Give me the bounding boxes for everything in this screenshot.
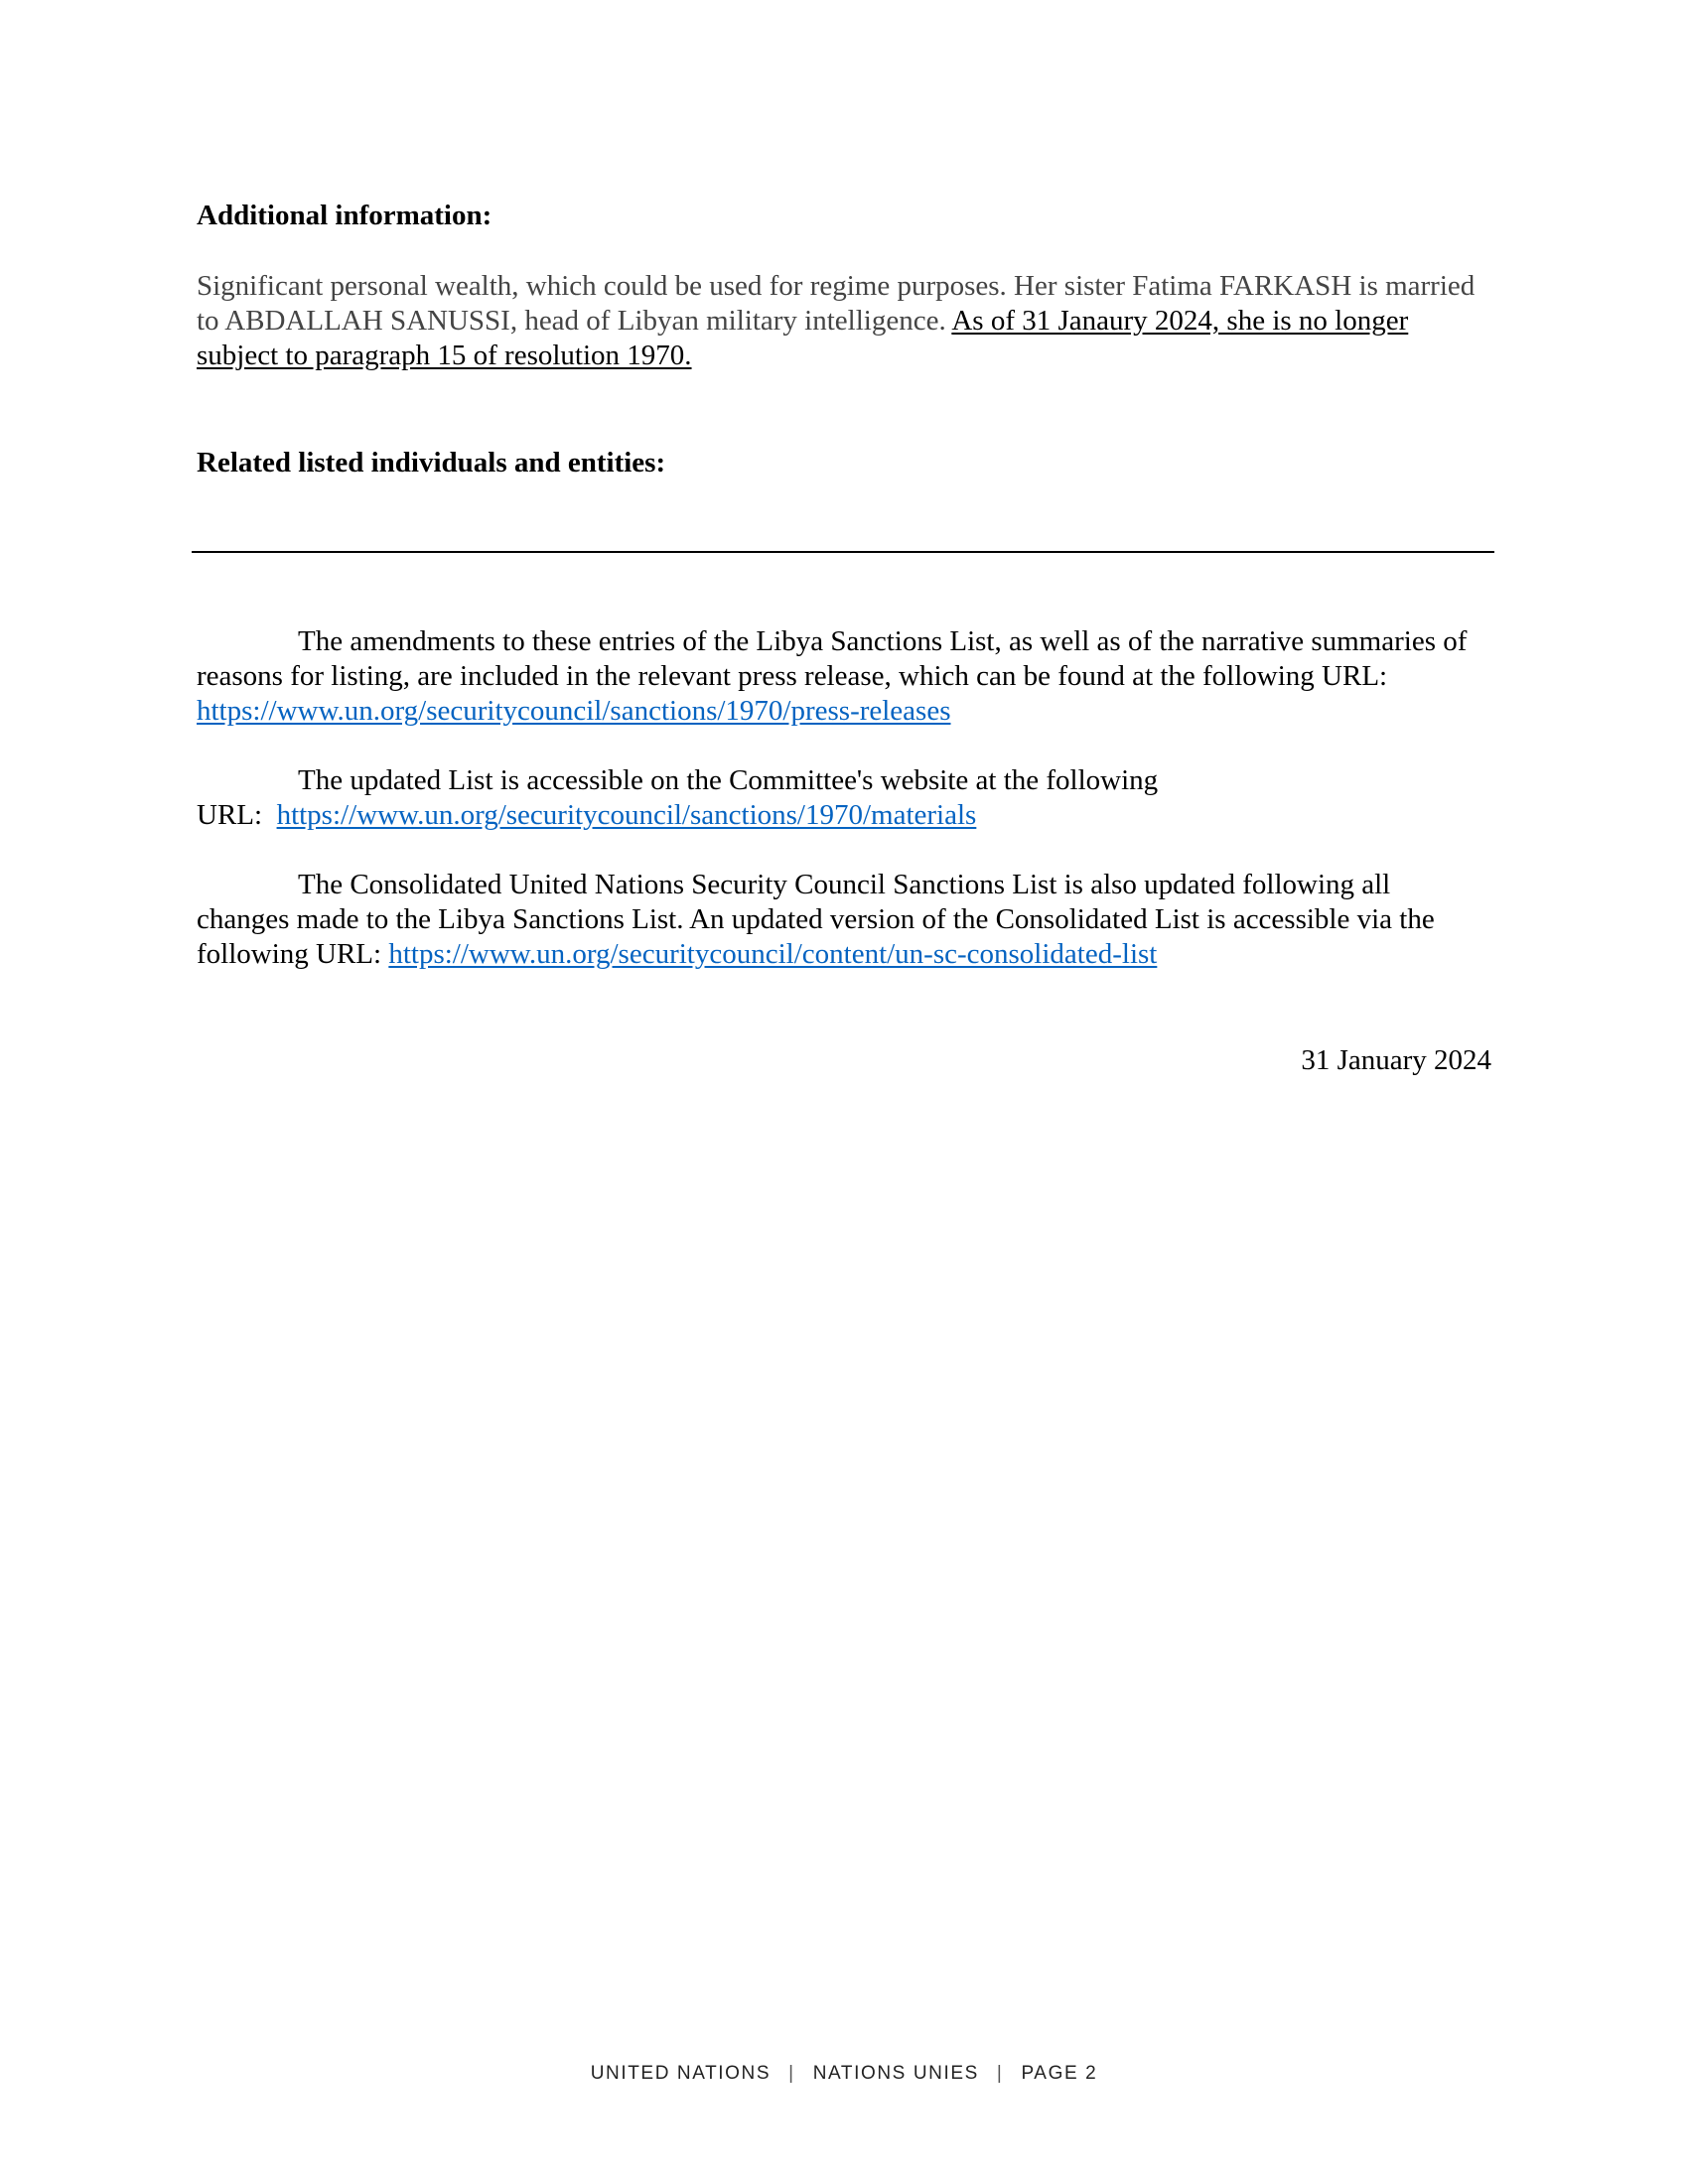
additional-information-body: Significant personal wealth, which could be used for regime purposes. Her sister Fatima FARKASH is married to ABDALLAH SANUSSI, head of Libyan military intelligence. xyxy=(197,270,1476,337)
footer-org-en: UNITED NATIONS xyxy=(590,2063,772,2084)
updated-list-paragraph xyxy=(197,763,1487,833)
related-entities-heading: Related listed individuals and entities: xyxy=(197,447,666,478)
materials-link[interactable]: https://www.un.org/securitycouncil/sanctions/1970/materials xyxy=(276,799,977,831)
horizontal-divider xyxy=(192,551,1494,553)
amendments-text: The amendments to these entries of the Libya Sanctions List, as well as of the narrative summaries of reasons for listing, are included in the relevant press release, which can be found at the following URL: xyxy=(197,625,1468,692)
footer-org-fr: NATIONS UNIES xyxy=(812,2063,979,2084)
updated-list-text: The updated List is accessible on the Committee's website at the following xyxy=(298,764,1159,796)
footer-separator: | xyxy=(788,2063,795,2084)
additional-information-status: As of 31 Janaury 2024, she is no longer subject to paragraph 15 of resolution 1970. xyxy=(197,305,1409,371)
additional-information-text xyxy=(197,269,1477,373)
consolidated-list-text: The Consolidated United Nations Security Council Sanctions List is also updated following all changes made to the Libya Sanctions List. An updated version of the Consolidated List is accessible via the following URL: xyxy=(197,869,1435,970)
page-footer xyxy=(0,2063,1688,2085)
url-label: URL: xyxy=(197,799,263,831)
consolidated-list-paragraph xyxy=(197,868,1487,972)
footer-page-number: PAGE 2 xyxy=(1021,2063,1098,2084)
consolidated-list-link[interactable]: https://www.un.org/securitycouncil/content/un-sc-consolidated-list xyxy=(388,938,1158,970)
press-releases-link[interactable]: https://www.un.org/securitycouncil/sanctions/1970/press-releases xyxy=(197,695,951,727)
footer-separator: | xyxy=(996,2063,1004,2084)
document-date: 31 January 2024 xyxy=(1301,1044,1491,1076)
additional-information-heading: Additional information: xyxy=(197,200,492,231)
amendments-paragraph xyxy=(197,624,1487,729)
